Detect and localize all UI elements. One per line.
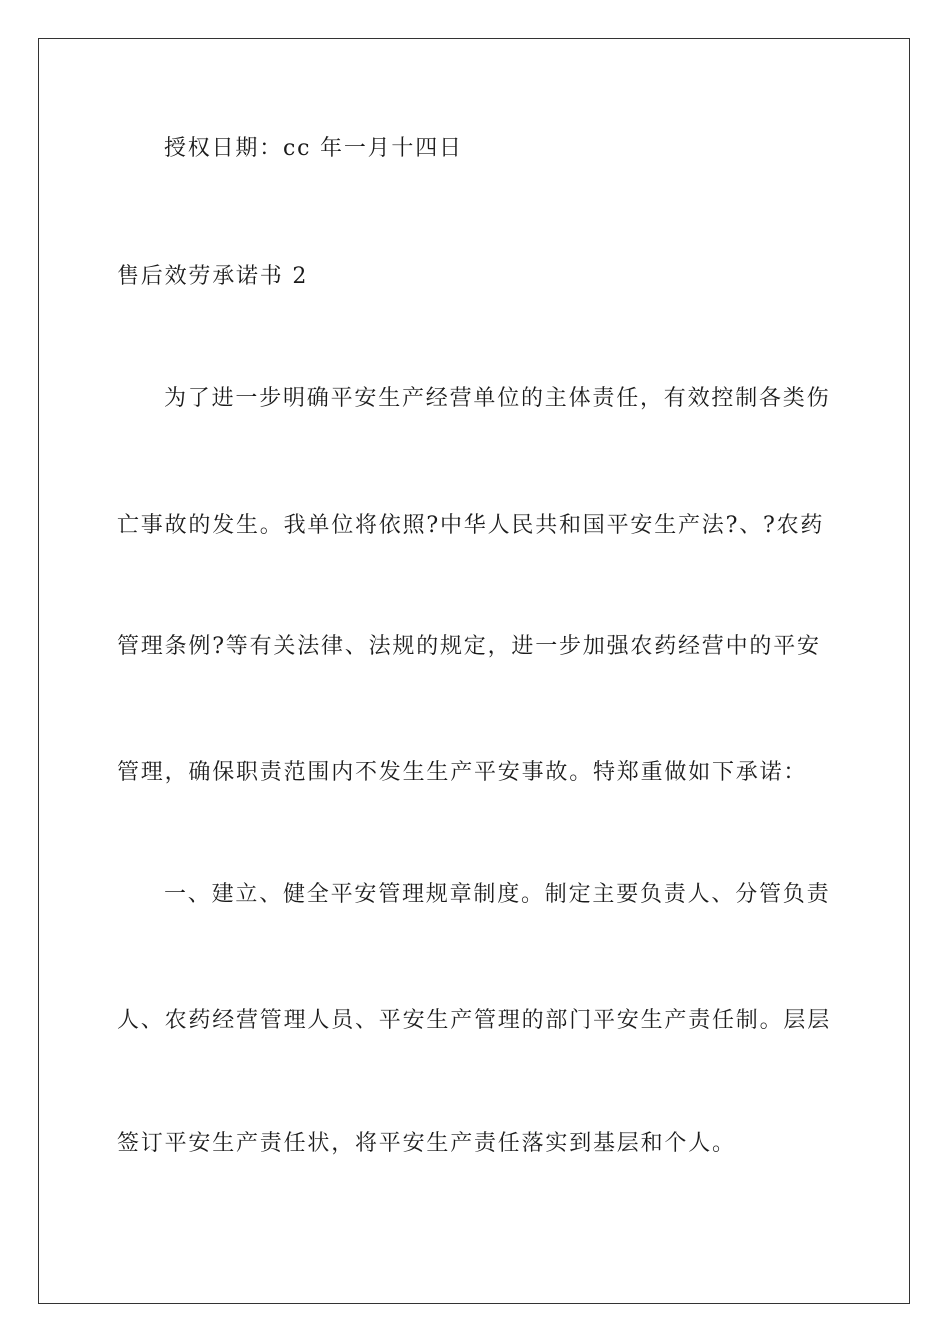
paragraph-2-line-3: 签订平安生产责任状，将平安生产责任落实到基层和个人。	[117, 1131, 736, 1156]
section-title: 售后效劳承诺书 2	[117, 264, 309, 289]
paragraph-2-line-1: 一、建立、健全平安管理规章制度。制定主要负责人、分管负责	[164, 882, 831, 907]
authorization-date: 授权日期：cc 年一月十四日	[164, 136, 463, 161]
paragraph-1-line-2: 亡事故的发生。我单位将依照?中华人民共和国平安生产法?、?农药	[117, 513, 825, 538]
paragraph-1-line-4: 管理，确保职责范围内不发生生产平安事故。特郑重做如下承诺：	[117, 760, 808, 785]
paragraph-1-line-1: 为了进一步明确平安生产经营单位的主体责任，有效控制各类伤	[164, 386, 831, 411]
paragraph-2-line-2: 人、农药经营管理人员、平安生产管理的部门平安生产责任制。层层	[117, 1008, 832, 1033]
paragraph-1-line-3: 管理条例?等有关法律、法规的规定，进一步加强农药经营中的平安	[117, 634, 821, 659]
page-frame	[38, 38, 910, 1304]
